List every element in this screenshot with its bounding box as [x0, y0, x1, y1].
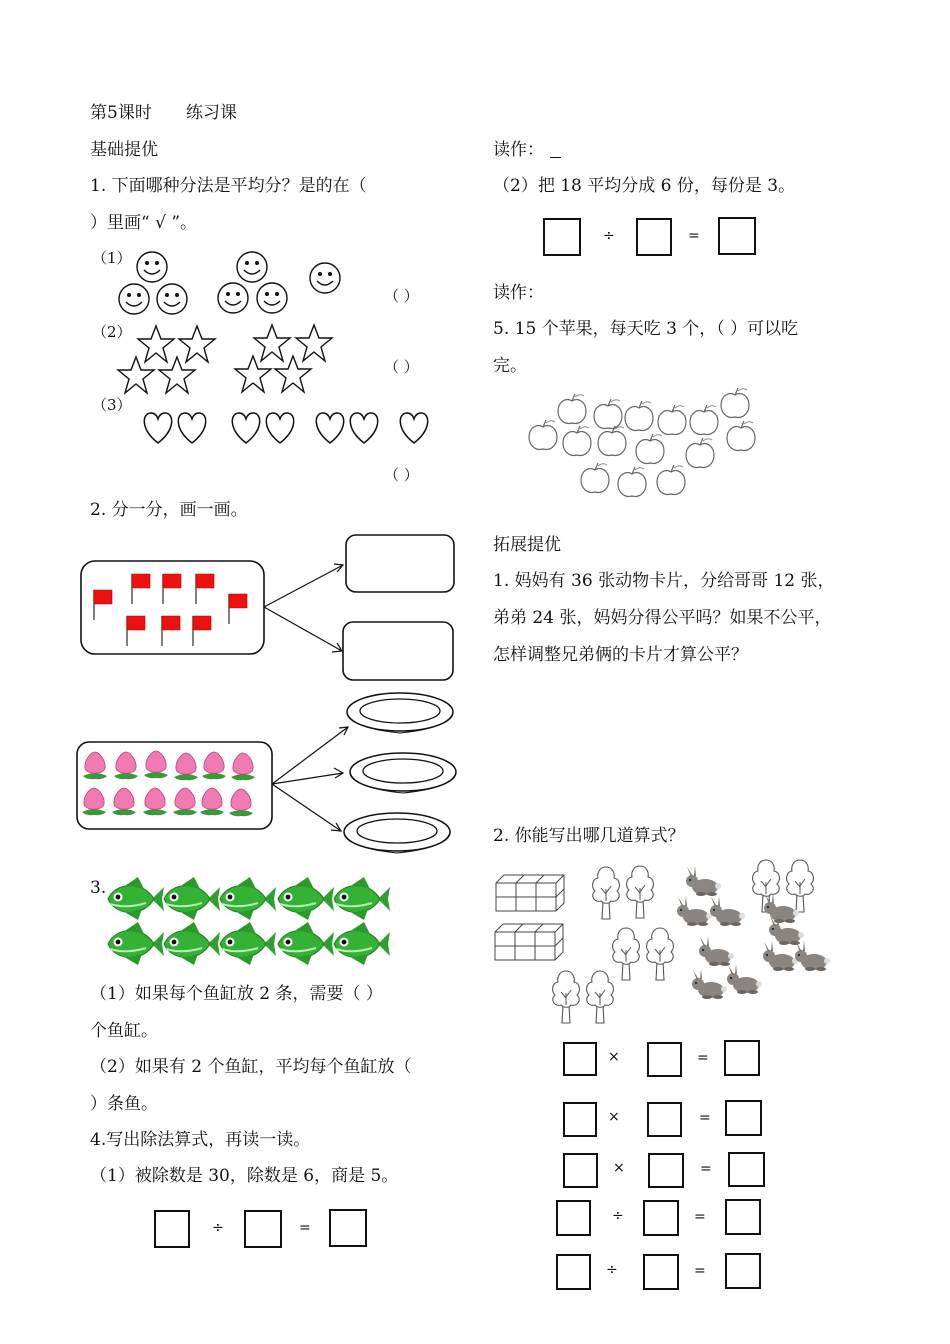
divide-sign: ÷ — [612, 1208, 624, 1224]
q1-item1-answer[interactable]: （ ） — [384, 287, 419, 305]
answer-box[interactable] — [725, 1253, 761, 1289]
section-extension: 拓展提优 — [493, 535, 561, 555]
answer-box[interactable] — [647, 1102, 682, 1137]
section-basic: 基础提优 — [90, 140, 158, 160]
answer-box[interactable] — [725, 1199, 761, 1235]
answer-box[interactable] — [563, 1102, 597, 1137]
answer-box[interactable] — [556, 1254, 591, 1290]
answer-box[interactable] — [643, 1200, 679, 1236]
divide-sign: ÷ — [606, 1262, 618, 1278]
e1-line3: 怎样调整兄弟俩的卡片才算公平？ — [493, 645, 748, 665]
answer-box[interactable] — [725, 1100, 762, 1136]
answer-box[interactable] — [724, 1040, 760, 1076]
q1-item2-answer[interactable]: （ ） — [384, 358, 419, 376]
q1-item3-label: （3） — [92, 396, 132, 414]
q4-p1: （1）被除数是 30，除数是 6，商是 5。 — [90, 1166, 399, 1186]
q5-line2: 完。 — [493, 356, 527, 376]
q4-p2: （2）把 18 平均分成 6 份，每份是 3。 — [493, 176, 796, 196]
e1-line2: 弟弟 24 张，妈妈分得公平吗？如果不公平， — [493, 608, 832, 628]
answer-box[interactable] — [556, 1200, 591, 1236]
q1-stem-line2: ）里画“ √ ”。 — [90, 213, 198, 233]
answer-box[interactable] — [647, 1042, 682, 1077]
multiply-sign: × — [608, 1049, 620, 1065]
e2-stem: 2. 你能写出哪几道算式？ — [493, 826, 685, 846]
q3-p2-line2: ）条鱼。 — [90, 1094, 158, 1114]
equals-sign: = — [697, 1050, 709, 1066]
divide-sign: ÷ — [603, 228, 615, 244]
q4-stem: 4.写出除法算式，再读一读。 — [90, 1130, 311, 1150]
q5-line1: 5. 15 个苹果，每天吃 3 个，（ ）可以吃 — [493, 319, 799, 339]
cube-block-icon — [495, 875, 564, 960]
q3-p1-line1: （1）如果每个鱼缸放 2 条，需要（ ） — [90, 984, 383, 1004]
lesson-type: 练习课 — [186, 103, 237, 123]
q2-stem: 2. 分一分，画一画。 — [90, 500, 248, 520]
equals-sign: = — [299, 1220, 311, 1236]
e1-line1: 1. 妈妈有 36 张动物卡片，分给哥哥 12 张， — [493, 571, 835, 591]
q1-stem-line1: 1. 下面哪种分法是平均分？是的在（ — [90, 176, 367, 196]
read-as-2: 读作： — [493, 283, 544, 303]
read-as-1: 读作： — [493, 140, 544, 160]
answer-box[interactable] — [648, 1153, 684, 1188]
answer-box[interactable] — [643, 1254, 679, 1290]
equals-sign: = — [688, 228, 700, 244]
answer-box[interactable] — [563, 1153, 598, 1188]
q3-p2-line1: （2）如果有 2 个鱼缸，平均每个鱼缸放（ — [90, 1057, 412, 1077]
q1-item3-answer[interactable]: （ ） — [384, 466, 419, 484]
answer-box[interactable] — [728, 1152, 765, 1187]
q1-item2-label: （2） — [92, 323, 132, 341]
q3-label: 3. — [90, 878, 107, 898]
q1-item1-label: （1） — [92, 249, 132, 267]
multiply-sign: × — [608, 1109, 620, 1125]
divide-sign: ÷ — [212, 1220, 224, 1236]
tree-icon — [553, 860, 814, 1023]
multiply-sign: × — [613, 1160, 625, 1176]
equals-sign: = — [700, 1161, 712, 1177]
equals-sign: = — [694, 1263, 706, 1279]
equals-sign: = — [694, 1209, 706, 1225]
lesson-number: 第5课时 — [90, 103, 152, 123]
equals-sign: = — [699, 1110, 711, 1126]
answer-box[interactable] — [563, 1042, 597, 1076]
q3-p1-line2: 个鱼缸。 — [90, 1021, 158, 1041]
